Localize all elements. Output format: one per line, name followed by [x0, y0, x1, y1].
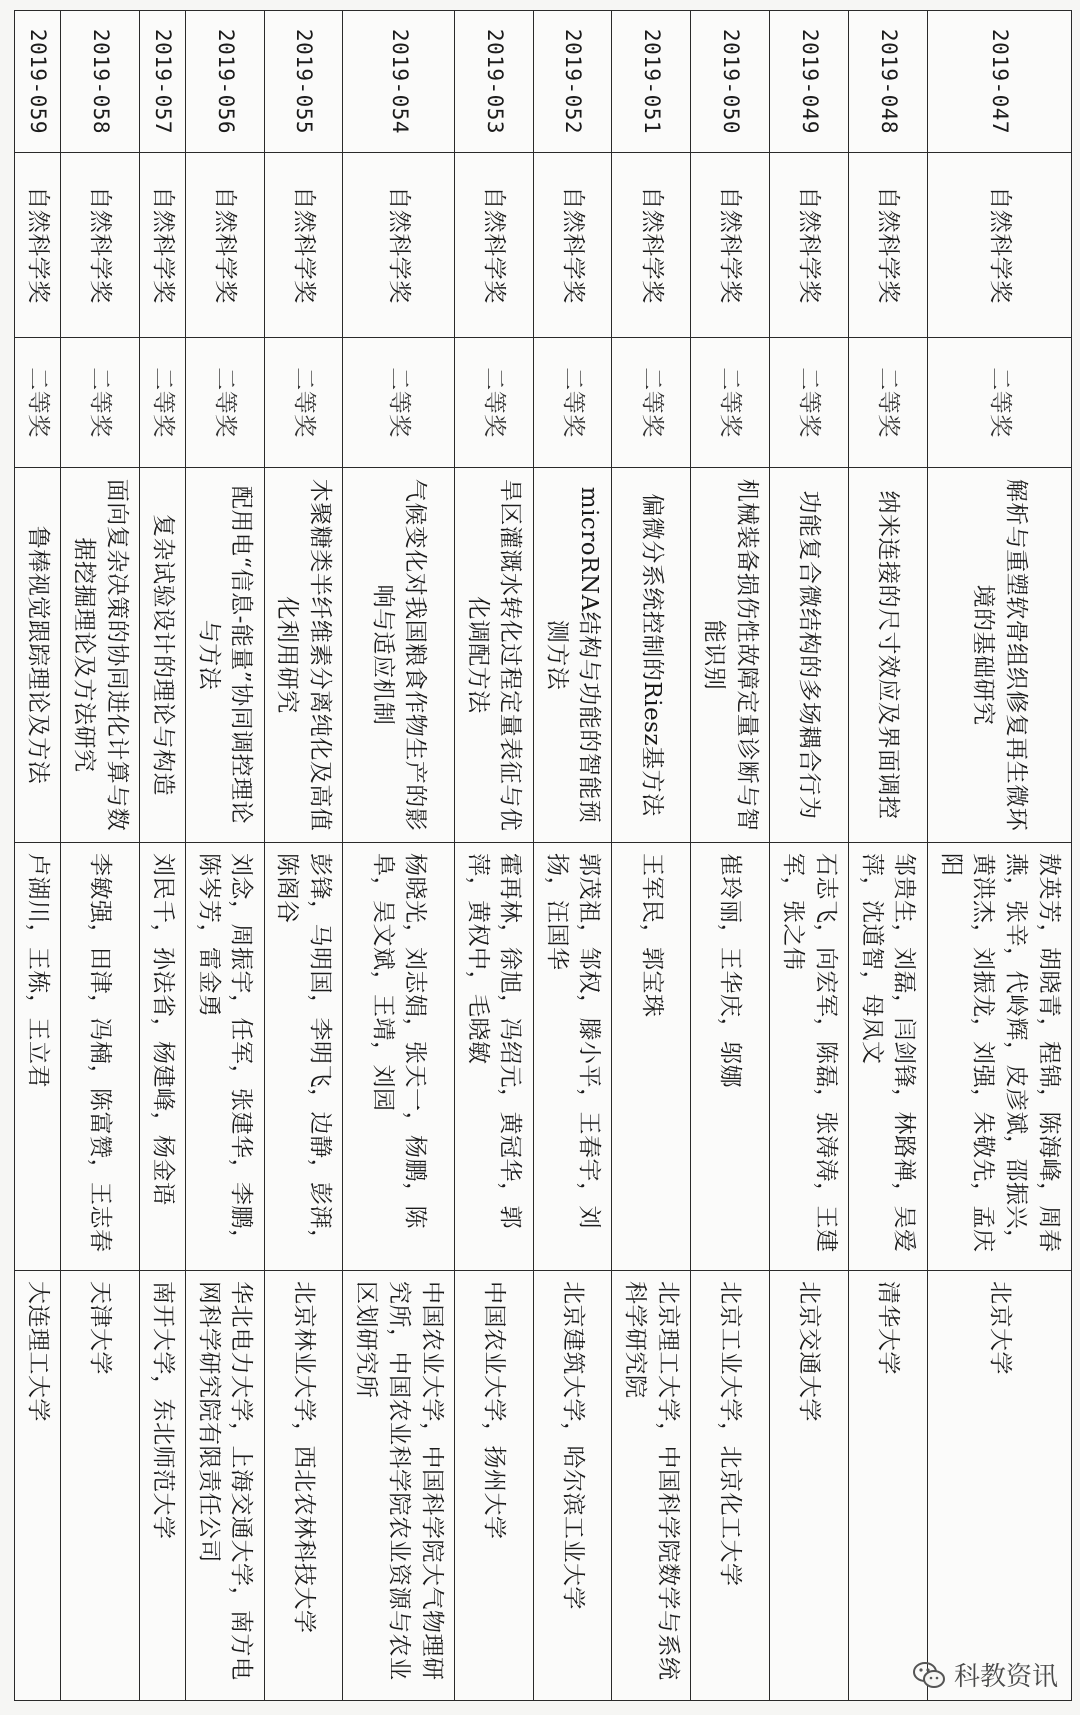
contributors: 李敏强，田津，冯楠，陈富赞，王志春 [61, 843, 140, 1271]
table-row [343, 11, 455, 1701]
award-category: 自然科学奖 [533, 153, 612, 338]
award-id: 2019-056 [185, 11, 264, 153]
table-row [61, 11, 140, 1701]
award-id: 2019-059 [15, 11, 61, 153]
award-level: 二等奖 [264, 338, 343, 468]
table-row [15, 11, 61, 1701]
award-id: 2019-051 [612, 11, 691, 153]
award-id: 2019-058 [61, 11, 140, 153]
award-level: 二等奖 [691, 338, 770, 468]
award-level: 二等奖 [533, 338, 612, 468]
project-title: 配用电“信息-能量”协同调控理论与方法 [185, 468, 264, 843]
contributors: 霍再林，徐旭，冯绍元，黄冠华，郭萍，黄权中，毛晓敏 [454, 843, 533, 1271]
award-rows [15, 11, 1072, 1701]
contributors: 王军民，郭宝珠 [612, 843, 691, 1271]
award-id: 2019-052 [533, 11, 612, 153]
institutions: 天津大学 [61, 1271, 140, 1701]
table-row [185, 11, 264, 1701]
table-row [454, 11, 533, 1701]
contributors: 刘民千，孙法省，杨建峰，杨金语 [139, 843, 185, 1271]
award-level: 二等奖 [612, 338, 691, 468]
institutions: 中国农业大学，扬州大学 [454, 1271, 533, 1701]
project-title: microRNA结构与功能的智能预测方法 [533, 468, 612, 843]
award-category: 自然科学奖 [770, 153, 849, 338]
institutions: 北京大学 [927, 1271, 1071, 1701]
table-row [533, 11, 612, 1701]
contributors: 杨晓光，刘志娟，张天一，杨鹏，陈阜，吴文斌，王靖，刘园 [343, 843, 455, 1271]
award-category: 自然科学奖 [848, 153, 927, 338]
award-level: 二等奖 [848, 338, 927, 468]
project-title: 旱区灌溉水转化过程定量表征与优化调配方法 [454, 468, 533, 843]
contributors: 邹贵生，刘磊，闫剑锋，林路禅，吴爱萍，沈道智，母凤文 [848, 843, 927, 1271]
award-category: 自然科学奖 [454, 153, 533, 338]
institutions: 清华大学 [848, 1271, 927, 1701]
award-id: 2019-054 [343, 11, 455, 153]
wechat-icon [912, 1660, 946, 1690]
watermark-text: 科教资讯 [953, 1662, 1058, 1692]
watermark [912, 1656, 1058, 1693]
award-level: 二等奖 [15, 338, 61, 468]
award-level: 二等奖 [770, 338, 849, 468]
institutions: 南开大学，东北师范大学 [139, 1271, 185, 1701]
project-title: 解析与重塑软骨组织修复再生微环境的基础研究 [927, 468, 1071, 843]
award-category: 自然科学奖 [927, 153, 1071, 338]
award-id: 2019-053 [454, 11, 533, 153]
project-title: 气候变化对我国粮食作物生产的影响与适应机制 [343, 468, 455, 843]
award-category: 自然科学奖 [691, 153, 770, 338]
award-category: 自然科学奖 [343, 153, 455, 338]
award-id: 2019-048 [848, 11, 927, 153]
table-row [691, 11, 770, 1701]
institutions: 北京交通大学 [770, 1271, 849, 1701]
award-level: 二等奖 [61, 338, 140, 468]
institutions: 北京建筑大学，哈尔滨工业大学 [533, 1271, 612, 1701]
institutions: 北京理工大学，中国科学院数学与系统科学研究院 [612, 1271, 691, 1701]
contributors: 卢湖川，王栋，王立君 [15, 843, 61, 1271]
table-row [139, 11, 185, 1701]
institutions: 北京工业大学，北京化工大学 [691, 1271, 770, 1701]
award-level: 二等奖 [343, 338, 455, 468]
award-category: 自然科学奖 [612, 153, 691, 338]
contributors: 崔玲丽，王华庆，邬娜 [691, 843, 770, 1271]
award-category: 自然科学奖 [139, 153, 185, 338]
table-row [612, 11, 691, 1701]
project-title: 纳米连接的尺寸效应及界面调控 [848, 468, 927, 843]
contributors: 刘念，周振宇，任军，张建华，李鹏，陈岑芳，雷金勇 [185, 843, 264, 1271]
award-category: 自然科学奖 [264, 153, 343, 338]
project-title: 木聚糖类半纤维素分离纯化及高值化利用研究 [264, 468, 343, 843]
contributors: 石志飞，向宏军，陈磊，张涛涛，王建军，张之伟 [770, 843, 849, 1271]
award-level: 二等奖 [927, 338, 1071, 468]
project-title: 复杂试验设计的理论与构造 [139, 468, 185, 843]
project-title: 鲁棒视觉跟踪理论及方法 [15, 468, 61, 843]
award-id: 2019-055 [264, 11, 343, 153]
contributors: 敖英芳，胡晓青，程锦，陈海峰，周春燕，张辛，代岭辉，皮彦斌，邵振兴，黄洪杰，刘振龙，刘强，朱敬先，孟庆阳 [927, 843, 1071, 1271]
award-id: 2019-047 [927, 11, 1071, 153]
award-table [14, 10, 1072, 1701]
institutions: 华北电力大学，上海交通大学，南方电网科学研究院有限责任公司 [185, 1271, 264, 1701]
award-id: 2019-057 [139, 11, 185, 153]
award-level: 二等奖 [454, 338, 533, 468]
institutions: 北京林业大学，西北农林科技大学 [264, 1271, 343, 1701]
award-id: 2019-049 [770, 11, 849, 153]
table-row [848, 11, 927, 1701]
award-level: 二等奖 [139, 338, 185, 468]
project-title: 功能复合微结构的多场耦合行为 [770, 468, 849, 843]
table-row [927, 11, 1071, 1701]
project-title: 面向复杂决策的协同进化计算与数据挖掘理论及方法研究 [61, 468, 140, 843]
table-row [264, 11, 343, 1701]
contributors: 彭锋，马明国，李明飞，边静，彭湃，陈阁谷 [264, 843, 343, 1271]
rotated-sheet [14, 10, 1072, 1700]
award-category: 自然科学奖 [61, 153, 140, 338]
award-level: 二等奖 [185, 338, 264, 468]
contributors: 郭茂祖，邹权，滕小平，王春宇，刘扬，汪国华 [533, 843, 612, 1271]
institutions: 大连理工大学 [15, 1271, 61, 1701]
project-title: 偏微分系统控制的Riesz基方法 [612, 468, 691, 843]
award-category: 自然科学奖 [15, 153, 61, 338]
award-category: 自然科学奖 [185, 153, 264, 338]
project-title: 机械装备损伤性故障定量诊断与智能识别 [691, 468, 770, 843]
award-id: 2019-050 [691, 11, 770, 153]
institutions: 中国农业大学，中国科学院大气物理研究所，中国农业科学院农业资源与农业区划研究所 [343, 1271, 455, 1701]
table-row [770, 11, 849, 1701]
